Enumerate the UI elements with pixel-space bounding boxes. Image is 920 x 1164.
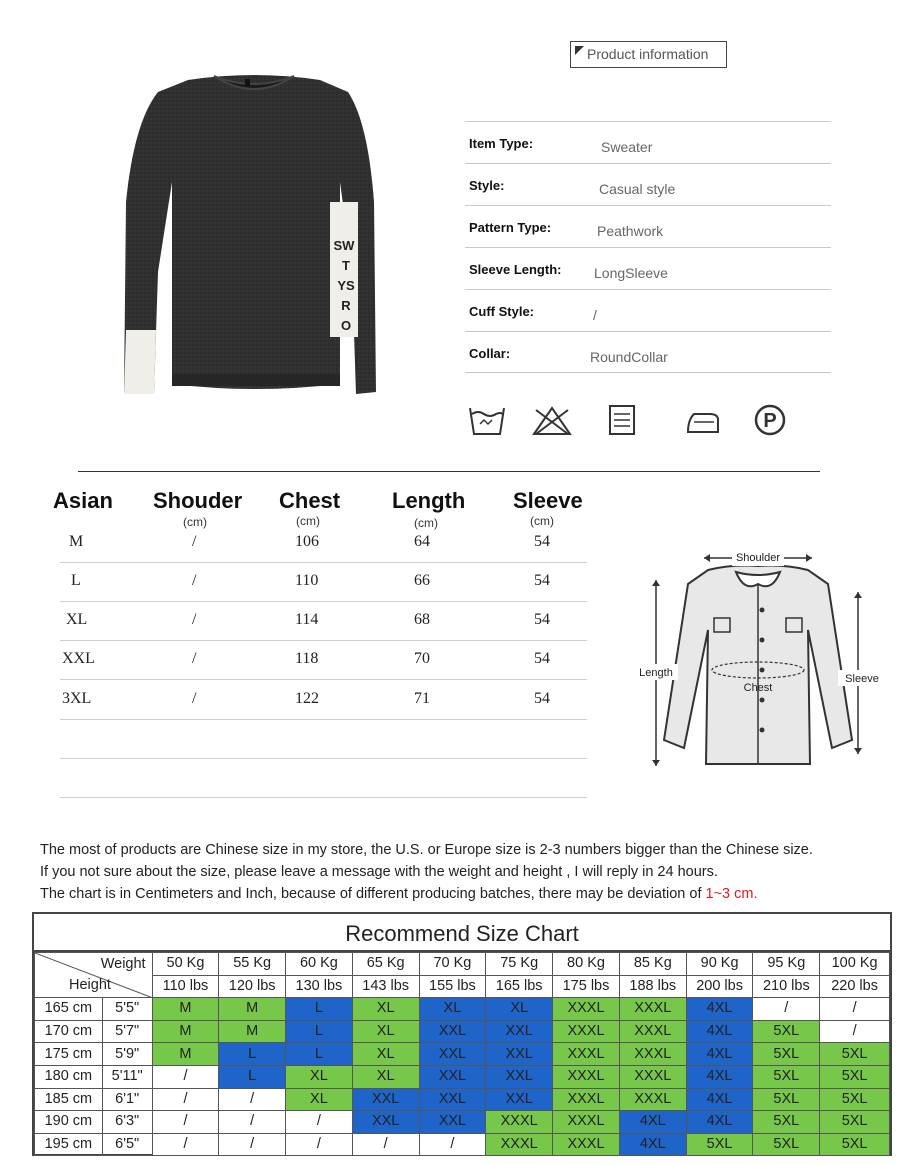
height-ft-cell: 5'7" — [102, 1020, 152, 1043]
kg-cell: 85 Kg — [619, 953, 686, 976]
pi-label: Sleeve Length: — [469, 262, 562, 277]
size-cell: XXXL — [619, 1020, 686, 1043]
size-cell: XXXL — [553, 1133, 620, 1156]
size-cell: XXL — [486, 1065, 553, 1088]
table-row — [60, 562, 587, 602]
measurement-diagram — [632, 540, 884, 780]
size-cell: L — [286, 1043, 353, 1066]
size-cell: XXXL — [553, 1065, 620, 1088]
lbs-cell: 143 lbs — [352, 975, 419, 998]
sleeve-print-4: R — [341, 298, 351, 313]
size-cell: XXL — [352, 1088, 419, 1111]
size-cell: / — [753, 998, 820, 1021]
size-cell: XXXL — [486, 1111, 553, 1134]
size-cell: 5XL — [820, 1088, 890, 1111]
size-cell: XL — [352, 1043, 419, 1066]
note-line-3-text: The chart is in Centimeters and Inch, because of different producing batches, there may be deviation of — [40, 886, 706, 902]
size-cell: XL — [66, 611, 88, 628]
lbs-cell: 220 lbs — [820, 975, 890, 998]
size-cell: XXL — [486, 1020, 553, 1043]
size-cell: / — [352, 1133, 419, 1156]
lbs-cell: 130 lbs — [286, 975, 353, 998]
dry-clean-p-icon — [756, 406, 784, 434]
pi-row-style — [465, 163, 831, 205]
kg-cell: 55 Kg — [219, 953, 286, 976]
table-row — [35, 1088, 890, 1111]
size-cell: XXL — [419, 1111, 486, 1134]
size-cell: 4XL — [686, 1043, 753, 1066]
pi-row-collar — [465, 331, 831, 373]
size-cell: 5XL — [753, 1020, 820, 1043]
size-cell: XXXL — [553, 1020, 620, 1043]
table-row-empty — [60, 719, 587, 759]
size-cell: / — [286, 1111, 353, 1134]
size-cell: XXL — [419, 1088, 486, 1111]
corner-cell — [35, 953, 153, 998]
length-cell: 71 — [414, 690, 430, 707]
col-head-asian: Asian — [53, 488, 113, 513]
size-cell: 4XL — [686, 1065, 753, 1088]
unit-chest: (cm) — [296, 514, 320, 528]
height-ft-cell: 5'9" — [102, 1043, 152, 1066]
size-cell: L — [286, 1020, 353, 1043]
shoulder-cell: / — [192, 611, 197, 628]
size-cell: 5XL — [820, 1133, 890, 1156]
shoulder-label: Shoulder — [735, 552, 781, 564]
pi-value: Peathwork — [597, 223, 664, 239]
size-cell: L — [219, 1043, 286, 1066]
size-cell: M — [152, 998, 219, 1021]
size-cell: 4XL — [619, 1111, 686, 1134]
pi-value: LongSleeve — [594, 265, 668, 281]
kg-cell: 60 Kg — [286, 953, 353, 976]
table-row — [35, 1133, 890, 1156]
no-bleach-icon — [534, 408, 570, 434]
size-cell: XXXL — [619, 998, 686, 1021]
shoulder-cell: / — [192, 572, 197, 589]
size-cell: XL — [352, 1020, 419, 1043]
size-cell: / — [219, 1133, 286, 1156]
shoulder-cell: / — [192, 690, 197, 707]
height-ft-cell: 6'3" — [102, 1111, 152, 1134]
size-cell: XL — [352, 998, 419, 1021]
chest-cell: 122 — [295, 690, 319, 707]
sleeve-print-5: O — [340, 318, 352, 333]
sleeve-cell: 54 — [534, 650, 550, 667]
height-cm-cell: 180 cm — [35, 1065, 103, 1088]
col-head-shoulder: Shouder — [153, 488, 243, 513]
size-cell: 5XL — [753, 1043, 820, 1066]
shoulder-cell: / — [192, 650, 197, 667]
note-line-2: If you not sure about the size, please leave a message with the weight and height , I will reply in 24 hours. — [40, 864, 718, 880]
dry-icon — [610, 406, 634, 434]
product-info-table — [465, 121, 831, 373]
lbs-cell: 155 lbs — [419, 975, 486, 998]
height-ft-cell: 5'11" — [102, 1065, 152, 1088]
kg-cell: 80 Kg — [553, 953, 620, 976]
kg-cell: 75 Kg — [486, 953, 553, 976]
table-row — [35, 1065, 890, 1088]
weight-label: Weight — [100, 956, 146, 972]
size-cell: / — [152, 1111, 219, 1134]
size-cell: 5XL — [820, 1065, 890, 1088]
size-cell: M — [152, 1043, 219, 1066]
length-cell: 70 — [414, 650, 430, 667]
kg-cell: 70 Kg — [419, 953, 486, 976]
size-cell: L — [71, 572, 81, 589]
size-cell: XL — [419, 998, 486, 1021]
size-cell: XXL — [419, 1020, 486, 1043]
recommend-size-chart — [32, 912, 892, 1156]
pi-label: Item Type: — [469, 136, 534, 151]
size-cell: / — [286, 1133, 353, 1156]
size-cell: / — [152, 1133, 219, 1156]
pi-value: / — [593, 307, 597, 323]
product-information-label: Product information — [587, 46, 709, 62]
kg-cell: 50 Kg — [152, 953, 219, 976]
chest-label: Chest — [743, 682, 773, 694]
size-cell: 4XL — [686, 1088, 753, 1111]
note-line-3 — [40, 886, 758, 902]
size-cell: 5XL — [753, 1111, 820, 1134]
kg-cell: 65 Kg — [352, 953, 419, 976]
size-cell: 4XL — [686, 1111, 753, 1134]
height-cm-cell: 175 cm — [35, 1043, 103, 1066]
pi-row-pattern-type — [465, 205, 831, 247]
unit-shoulder: (cm) — [183, 515, 207, 529]
lbs-cell: 210 lbs — [753, 975, 820, 998]
sleeve-print-3: YS — [337, 278, 355, 293]
height-cm-cell: 185 cm — [35, 1088, 103, 1111]
length-cell: 68 — [414, 611, 430, 628]
sleeve-print-1: SW — [333, 238, 355, 253]
size-cell: XXXL — [619, 1043, 686, 1066]
product-information-title — [570, 41, 727, 68]
size-cell: XL — [352, 1065, 419, 1088]
size-cell: / — [820, 998, 890, 1021]
size-cell: XXL — [486, 1088, 553, 1111]
sleeve-label: Sleeve — [845, 673, 879, 685]
recommend-grid — [34, 952, 890, 1156]
sleeve-print-2: T — [342, 258, 350, 273]
chest-cell: 114 — [295, 611, 319, 628]
size-cell: XXXL — [486, 1133, 553, 1156]
table-row — [35, 1020, 890, 1043]
size-cell: / — [219, 1088, 286, 1111]
table-row-empty — [60, 758, 587, 798]
lbs-cell: 110 lbs — [152, 975, 219, 998]
pi-row-item-type — [465, 121, 831, 163]
size-cell: / — [152, 1088, 219, 1111]
pi-value: RoundCollar — [590, 349, 668, 365]
deviation-value: 1~3 cm. — [705, 886, 758, 902]
unit-sleeve: (cm) — [530, 514, 554, 528]
length-cell: 66 — [414, 572, 430, 589]
col-head-sleeve: Sleeve — [513, 488, 583, 513]
size-cell: XXXL — [619, 1065, 686, 1088]
pi-row-sleeve-length — [465, 247, 831, 289]
lbs-cell: 188 lbs — [619, 975, 686, 998]
pi-label: Cuff Style: — [469, 304, 534, 319]
unit-length: (cm) — [414, 516, 438, 530]
height-cm-cell: 170 cm — [35, 1020, 103, 1043]
chest-cell: 110 — [295, 572, 319, 589]
size-cell: 4XL — [686, 998, 753, 1021]
pi-value: Sweater — [601, 139, 653, 155]
size-cell: 5XL — [820, 1111, 890, 1134]
sleeve-cell: 54 — [534, 533, 550, 550]
size-cell: 5XL — [686, 1133, 753, 1156]
size-cell: / — [820, 1020, 890, 1043]
size-cell: XL — [286, 1065, 353, 1088]
size-cell: XXXL — [553, 998, 620, 1021]
kg-cell: 100 Kg — [820, 953, 890, 976]
pi-label: Style: — [469, 178, 505, 193]
height-ft-cell: 6'5" — [102, 1133, 152, 1156]
sweater-product-image — [118, 62, 390, 402]
section-divider — [78, 471, 820, 472]
height-cm-cell: 195 cm — [35, 1133, 103, 1156]
size-cell: XXL — [486, 1043, 553, 1066]
size-cell: M — [69, 533, 84, 550]
size-cell: XL — [486, 998, 553, 1021]
size-cell: XXL — [419, 1043, 486, 1066]
chest-cell: 106 — [295, 533, 319, 550]
lbs-cell: 120 lbs — [219, 975, 286, 998]
pi-row-cuff-style — [465, 289, 831, 331]
hand-wash-icon — [470, 408, 504, 434]
size-cell: XXL — [419, 1065, 486, 1088]
height-cm-cell: 165 cm — [35, 998, 103, 1021]
size-cell: XL — [286, 1088, 353, 1111]
size-cell: M — [152, 1020, 219, 1043]
size-cell: M — [219, 1020, 286, 1043]
pi-label: Pattern Type: — [469, 220, 552, 235]
kg-cell: 95 Kg — [753, 953, 820, 976]
iron-icon — [688, 414, 718, 432]
size-cell: XXXL — [619, 1088, 686, 1111]
chest-cell: 118 — [295, 650, 319, 667]
pi-value: Casual style — [599, 181, 676, 197]
size-cell: XXL — [352, 1111, 419, 1134]
size-cell: L — [286, 998, 353, 1021]
sleeve-cell: 54 — [534, 611, 550, 628]
height-cm-cell: 190 cm — [35, 1111, 103, 1134]
length-cell: 64 — [414, 533, 430, 550]
table-row — [35, 998, 890, 1021]
table-row — [35, 1043, 890, 1066]
table-row — [60, 523, 587, 563]
size-cell: XXXL — [553, 1111, 620, 1134]
size-cell: XXL — [62, 650, 95, 667]
sleeve-cell: 54 — [534, 572, 550, 589]
kg-cell: 90 Kg — [686, 953, 753, 976]
corner-flag-icon — [575, 46, 584, 55]
size-cell: 3XL — [62, 690, 92, 707]
size-cell: XXXL — [553, 1088, 620, 1111]
height-label: Height — [69, 977, 111, 993]
lbs-cell: 175 lbs — [553, 975, 620, 998]
size-cell: / — [152, 1065, 219, 1088]
pi-label: Collar: — [469, 346, 511, 361]
length-label: Length — [639, 667, 673, 679]
col-head-chest: Chest — [279, 488, 341, 513]
shoulder-cell: / — [192, 533, 197, 550]
size-cell: L — [219, 1065, 286, 1088]
table-row — [60, 601, 587, 641]
care-icons — [462, 400, 802, 440]
sleeve-cell: 54 — [534, 690, 550, 707]
size-cell: / — [219, 1111, 286, 1134]
size-cell: 5XL — [820, 1043, 890, 1066]
size-cell: / — [419, 1133, 486, 1156]
size-cell: 5XL — [753, 1065, 820, 1088]
height-ft-cell: 5'5" — [102, 998, 152, 1021]
height-ft-cell: 6'1" — [102, 1088, 152, 1111]
col-head-length: Length — [392, 488, 466, 513]
size-cell: 4XL — [686, 1020, 753, 1043]
table-row — [60, 680, 587, 720]
table-row — [35, 1111, 890, 1134]
lbs-cell: 200 lbs — [686, 975, 753, 998]
size-cell: 5XL — [753, 1133, 820, 1156]
size-cell: 4XL — [619, 1133, 686, 1156]
size-cell: XXXL — [553, 1043, 620, 1066]
lbs-cell: 165 lbs — [486, 975, 553, 998]
table-row — [60, 640, 587, 680]
note-line-1: The most of products are Chinese size in my store, the U.S. or Europe size is 2-3 numbers bigger than the Chinese size. — [40, 842, 813, 858]
size-cell: 5XL — [753, 1088, 820, 1111]
recommend-title: Recommend Size Chart — [34, 914, 890, 952]
size-cell: M — [219, 998, 286, 1021]
svg-text:P: P — [763, 410, 777, 432]
